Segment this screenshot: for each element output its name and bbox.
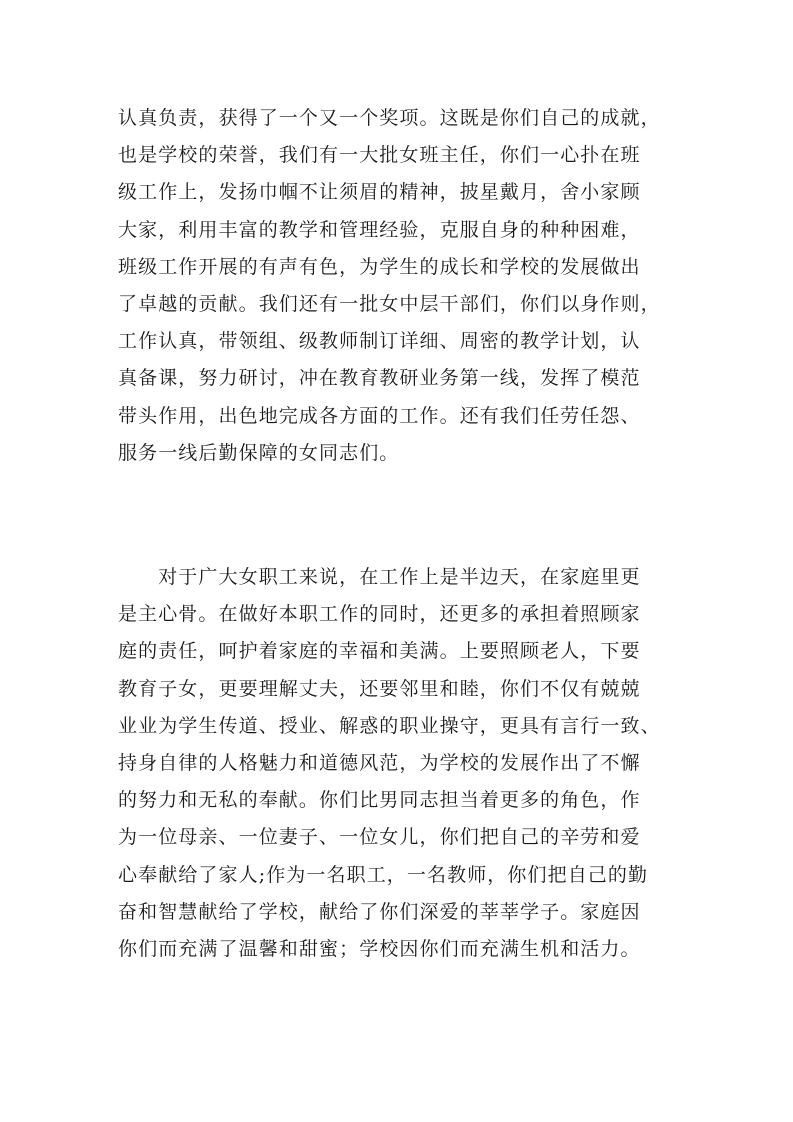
paragraph-1 xyxy=(118,100,678,472)
text-line: 业业为学生传道、授业、解惑的职业操守，更具有言行一致、 xyxy=(118,714,661,737)
text-line: 你们而充满了温馨和甜蜜；学校因你们而充满生机和活力。 xyxy=(118,938,641,961)
text-line: 奋和智慧献给了学校，献给了你们深爱的莘莘学子。家庭因 xyxy=(118,900,641,923)
text-line: 级工作上，发扬巾帼不让须眉的精神，披星戴月，舍小家顾 xyxy=(118,181,641,204)
text-line: 持身自律的人格魅力和道德风范，为学校的发展作出了不懈 xyxy=(118,752,641,775)
text-line: 教育子女，更要理解丈夫，还要邻里和睦，你们不仅有兢兢 xyxy=(118,677,641,700)
text-line: 真备课，努力研讨，冲在教育教研业务第一线，发挥了模范 xyxy=(118,367,641,390)
text-line: 了卓越的贡献。我们还有一批女中层干部们，你们以身作则， xyxy=(118,293,661,316)
text-line: 工作认真，带领组、级教师制订详细、周密的教学计划，认 xyxy=(118,330,641,353)
paragraph-2 xyxy=(118,559,678,968)
text-line: 对于广大女职工来说，在工作上是半边天，在家庭里更 xyxy=(118,566,641,588)
text-line: 为一位母亲、一位妻子、一位女儿，你们把自己的辛劳和爱 xyxy=(118,826,641,849)
text-line: 大家，利用丰富的教学和管理经验，克服自身的种种困难， xyxy=(118,218,641,241)
text-line: 也是学校的荣誉，我们有一大批女班主任，你们一心扑在班 xyxy=(118,144,641,167)
text-line: 庭的责任，呵护着家庭的幸福和美满。上要照顾老人，下要 xyxy=(118,640,641,663)
text-line: 带头作用，出色地完成各方面的工作。还有我们任劳任怨、 xyxy=(118,404,641,427)
text-line: 班级工作开展的有声有色，为学生的成长和学校的发展做出 xyxy=(118,255,641,278)
text-line: 的努力和无私的奉献。你们比男同志担当着更多的角色，作 xyxy=(118,789,641,812)
text-line: 认真负责，获得了一个又一个奖项。这既是你们自己的成就， xyxy=(118,107,661,129)
text-line: 是主心骨。在做好本职工作的同时，还更多的承担着照顾家 xyxy=(118,603,641,626)
text-line: 服务一线后勤保障的女同志们。 xyxy=(118,441,400,464)
text-line: 心奉献给了家人;作为一名职工，一名教师，你们把自己的勤 xyxy=(118,863,649,886)
